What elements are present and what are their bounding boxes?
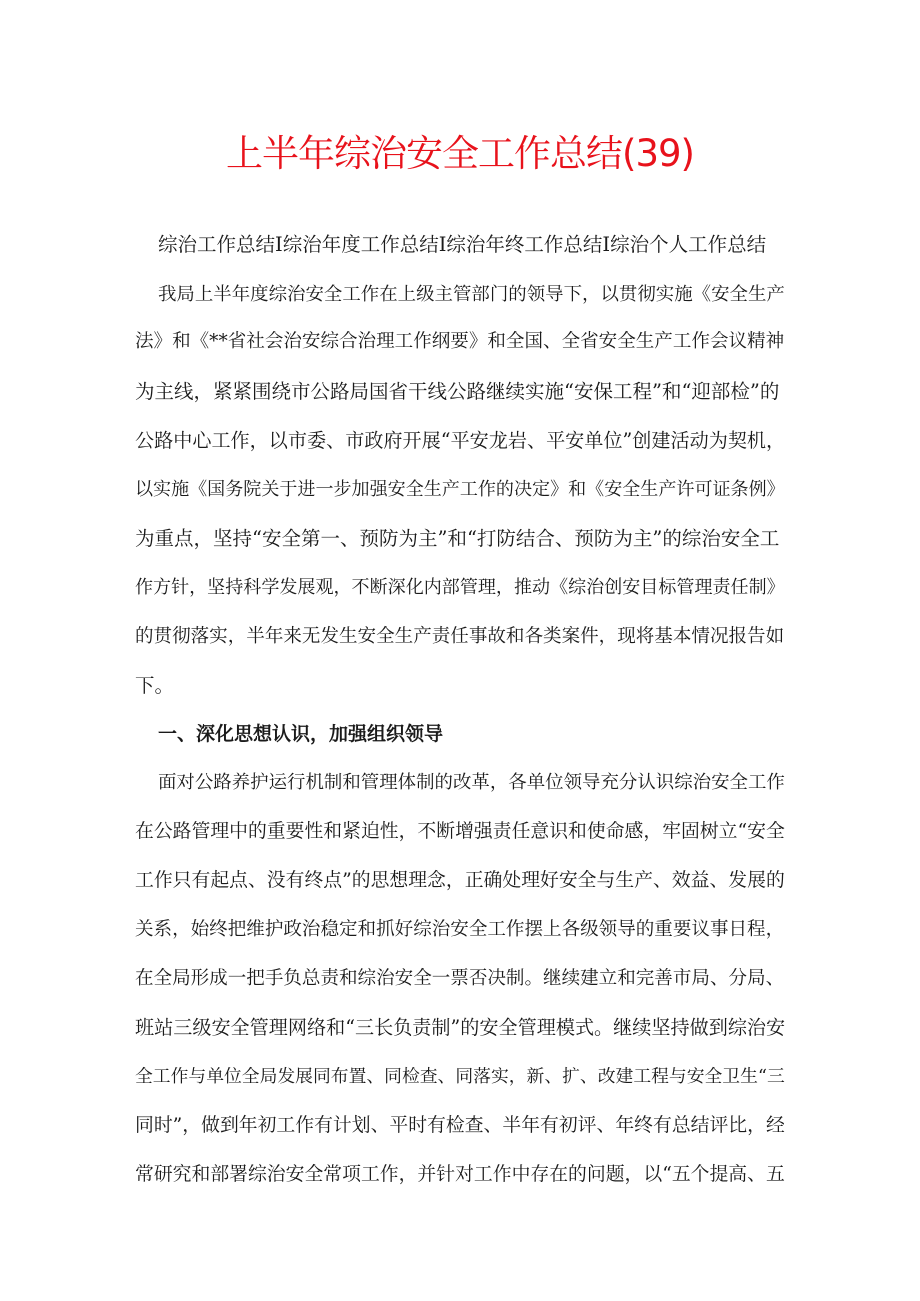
section1-line-7: 全工作与单位全局发展同布置、同检查、同落实，新、扩、改建工程与安全卫生“三	[135, 1066, 785, 1087]
section1-line-8: 同时”，做到年初工作有计划、平时有检查、半年有初评、年终有总结评比，经	[135, 1115, 785, 1136]
section1-line-4: 关系，始终把维护政治稳定和抓好综治安全工作摆上各级领导的重要议事日程，	[135, 919, 785, 940]
intro-line-7: 作方针，坚持科学发展观，不断深化内部管理，推动《综治创安目标管理责任制》	[135, 577, 785, 598]
intro-line-3: 为主线，紧紧围绕市公路局国省干线公路继续实施“安保工程”和“迎部检”的	[135, 380, 780, 403]
intro-line-4: 公路中心工作，以市委、市政府开展“平安龙岩、平安单位”创建活动为契机，	[135, 429, 786, 452]
tags-line: 综治工作总结I综治年度工作总结I综治年终工作总结I综治个人工作总结	[158, 233, 767, 256]
document-title: 上半年综治安全工作总结(39)	[226, 132, 694, 175]
section1-line-1: 面对公路养护运行机制和管理体制的改革，各单位领导充分认识综治安全工作	[158, 772, 785, 793]
intro-line-9: 下。	[135, 674, 175, 697]
intro-line-6: 为重点，坚持“安全第一、预防为主”和“打防结合、预防为主”的综治安全工	[135, 527, 780, 550]
intro-line-1: 我局上半年度综治安全工作在上级主管部门的领导下，以贯彻实施《安全生产	[158, 284, 785, 305]
intro-line-2: 法》和《**省社会治安综合治理工作纲要》和全国、全省安全生产工作会议精神	[135, 331, 785, 352]
section1-line-3: 工作只有起点、没有终点”的思想理念，正确处理好安全与生产、效益、发展的	[135, 870, 785, 891]
section1-line-6: 班站三级安全管理网络和“三长负责制”的安全管理模式。继续坚持做到综治安	[135, 1016, 786, 1039]
intro-line-5: 以实施《国务院关于进一步加强安全生产工作的决定》和《安全生产许可证条例》	[135, 479, 785, 500]
section1-line-2: 在公路管理中的重要性和紧迫性，不断增强责任意识和使命感，牢固树立“安全	[135, 821, 785, 842]
section1-line-5: 在全局形成一把手负总责和综治安全一票否决制。继续建立和完善市局、分局、	[135, 968, 785, 989]
section1-heading: 一、深化思想认识，加强组织领导	[158, 723, 444, 745]
intro-line-8: 的贯彻落实，半年来无发生安全生产责任事故和各类案件，现将基本情况报告如	[135, 626, 785, 647]
section1-line-9: 常研究和部署综治安全常项工作，并针对工作中存在的问题，以“五个提高、五	[135, 1164, 785, 1185]
